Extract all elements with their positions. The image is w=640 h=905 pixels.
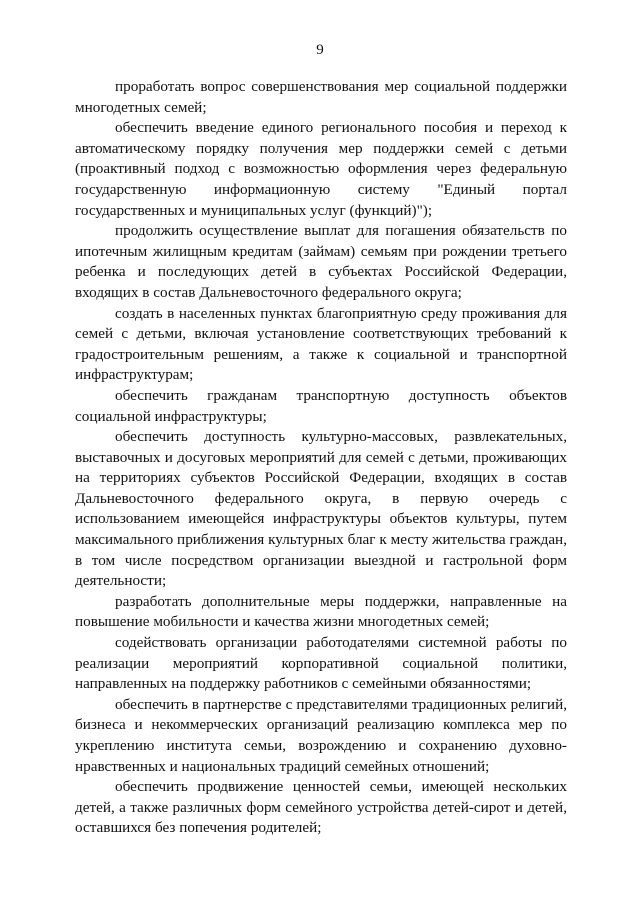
paragraph-cultural-events: обеспечить доступность культурно-массовых, развлекательных, выставочных и досуговых мероприятий для семей с детьми, проживающих на территориях субъектов Российской Федерации, входящих в состав Дальневосточного федерального округа, в первую очередь с использованием имеющейся инфраструктуры объектов культуры, путем максимального приближения культурных благ к месту жительства граждан, в том числе посредством организации выездной и гастрольной форм деятельности;	[75, 428, 567, 590]
paragraph-living-environment: создать в населенных пунктах благоприятную среду проживания для семей с детьми, включая установление соответствующих требований к градостроительным решениям, а также к социальной и транспортной инфраструктурам;	[75, 304, 567, 384]
paragraph-support-large-families: проработать вопрос совершенствования мер социальной поддержки многодетных семей;	[75, 78, 567, 116]
paragraph-mobility-measures: разработать дополнительные меры поддержки, направленные на повышение мобильности и качества жизни многодетных семей;	[75, 592, 567, 631]
paragraph-corporate-policy: содействовать организации работодателями системной работы по реализации мероприятий корпоративной социальной политики, направленных на поддержку работников с семейными обязанностями;	[75, 634, 567, 693]
paragraph-family-traditions: обеспечить в партнерстве с представителями традиционных религий, бизнеса и некоммерческих организаций реализацию комплекса мер по укреплению института семьи, возрождению и сохранению духовно-нравственных и национальных традиций семейных отношений;	[75, 695, 567, 775]
paragraph-regional-allowance: обеспечить введение единого регионального пособия и переход к автоматическому порядку получения мер поддержки семей с детьми (проактивный подход с возможностью оформления через федеральную государственную информационную систему "Единый портал государственных и муниципальных услуг (функций)");	[75, 119, 567, 219]
paragraph-transport-access: обеспечить гражданам транспортную доступность объектов социальной инфраструктуры;	[75, 386, 567, 425]
paragraph-mortgage-payments: продолжить осуществление выплат для погашения обязательств по ипотечным жилищным кредитам (займам) семьям при рождении третьего ребенка и последующих детей в субъектах Российской Федерации, входящих в состав Дальневосточного федерального округа;	[75, 222, 567, 301]
paragraph-family-values: обеспечить продвижение ценностей семьи, имеющей нескольких детей, а также различных форм семейного устройства детей-сирот и детей, оставшихся без попечения родителей;	[75, 778, 567, 837]
page-number: 9	[316, 42, 324, 58]
document-body	[75, 77, 567, 839]
